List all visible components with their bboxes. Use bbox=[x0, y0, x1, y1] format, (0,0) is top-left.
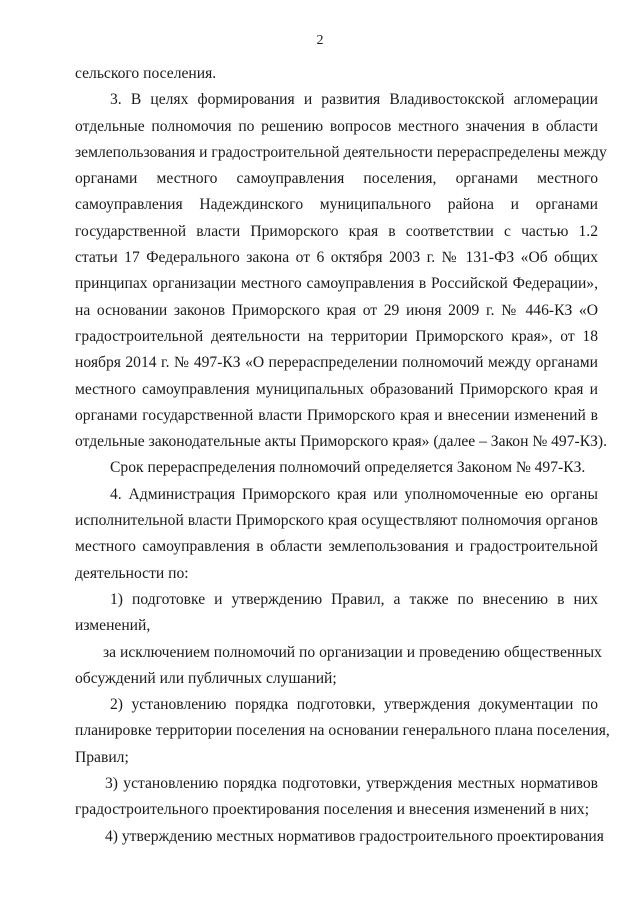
text-line: изменений, bbox=[75, 617, 151, 635]
text-line: 4) утверждению местных нормативов градостроительного проектирования bbox=[105, 827, 604, 845]
text-line: за исключением полномочий по организации и проведению общественных bbox=[103, 643, 602, 661]
text-line: сельского поселения. bbox=[75, 65, 217, 82]
text-line: самоуправления Надеждинского муниципального района и органами bbox=[75, 196, 598, 214]
text-line: Правил; bbox=[75, 748, 129, 766]
text-line: планировке территории поселения на основании генерального плана поселения, bbox=[75, 722, 610, 740]
text-line: 2) установлению порядка подготовки, утверждения документации по bbox=[110, 696, 598, 714]
text-line: отдельные законодательные акты Приморского края» (далее – Закон № 497-КЗ). bbox=[75, 433, 608, 451]
text-line: органами государственной власти Приморского края и внесении изменений в bbox=[75, 406, 598, 424]
text-line: Срок перераспределения полномочий определяется Законом № 497-КЗ. bbox=[110, 459, 586, 477]
text-line: местного самоуправления в области землепользования и градостроительной bbox=[75, 538, 598, 556]
text-line: отдельные полномочия по решению вопросов местного значения в области bbox=[75, 117, 598, 135]
text-line: градостроительного проектирования поселения и внесения изменений в них; bbox=[75, 801, 590, 819]
text-line: статьи 17 Федерального закона от 6 октября 2003 г. № 131-ФЗ «Об общих bbox=[75, 249, 598, 267]
text-line: ноября 2014 г. № 497-КЗ «О перераспределении полномочий между органами bbox=[75, 354, 598, 372]
text-line: градостроительной деятельности на территории Приморского края», от 18 bbox=[75, 327, 598, 345]
text-line: местного самоуправления муниципальных образований Приморского края и bbox=[75, 380, 598, 398]
text-line: исполнительной власти Приморского края осуществляют полномочия органов bbox=[75, 512, 598, 530]
text-line: обсуждений или публичных слушаний; bbox=[75, 669, 337, 687]
text-line: государственной власти Приморского края в соответствии с частью 1.2 bbox=[75, 222, 598, 240]
text-line: 1) подготовке и утверждению Правил, а также по внесению в них bbox=[110, 590, 598, 608]
text-line: землепользования и градостроительной деятельности перераспределены между bbox=[75, 143, 607, 161]
text-line: органами местного самоуправления поселения, органами местного bbox=[75, 170, 598, 188]
text-line: 3. В целях формирования и развития Владивостокской агломерации bbox=[110, 91, 598, 109]
text-line: на основании законов Приморского края от 29 июня 2009 г. № 446-КЗ «О bbox=[75, 301, 598, 319]
page-number: 2 bbox=[316, 33, 324, 48]
text-line: деятельности по: bbox=[75, 564, 189, 582]
document-body bbox=[75, 61, 610, 850]
text-line: 4. Администрация Приморского края или уполномоченные ею органы bbox=[110, 485, 598, 503]
text-line: 3) установлению порядка подготовки, утверждения местных нормативов bbox=[105, 775, 598, 793]
text-line: принципах организации местного самоуправления в Российской Федерации», bbox=[75, 275, 598, 293]
